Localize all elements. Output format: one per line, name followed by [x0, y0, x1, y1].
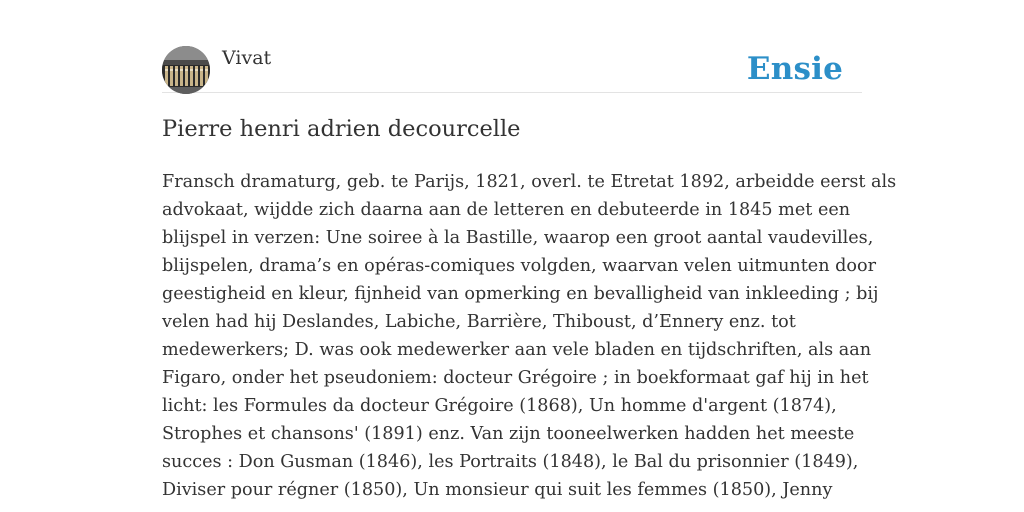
- body-line: succes : Don Gusman (1846), les Portraits (1848), le Bal du prisonnier (1849),: [162, 452, 859, 472]
- body-line: blijspelen, drama’s en opéras-comiques volgden, waarvan velen uitmunten door: [162, 256, 876, 276]
- article-body: [162, 168, 897, 504]
- body-line: Figaro, onder het pseudoniem: docteur Grégoire ; in boekformaat gaf hij in het: [162, 368, 869, 388]
- article-title: Pierre henri adrien decourcelle: [162, 116, 521, 142]
- body-line: licht: les Formules da docteur Grégoire (1868), Un homme d'argent (1874),: [162, 396, 837, 416]
- page-header: [162, 46, 862, 93]
- book-spines-avatar-icon: [162, 46, 210, 94]
- body-line: Strophes et chansons' (1891) enz. Van zijn tooneelwerken hadden het meeste: [162, 424, 855, 444]
- brand-logo[interactable]: Ensie: [746, 51, 843, 87]
- body-line: Diviser pour régner (1850), Un monsieur qui suit les femmes (1850), Jenny: [162, 480, 833, 500]
- body-line: geestigheid en kleur, fijnheid van opmerking en bevalligheid van inkleeding ; bij: [162, 284, 879, 304]
- body-line: Fransch dramaturg, geb. te Parijs, 1821, overl. te Etretat 1892, arbeidde eerst als: [162, 172, 897, 192]
- body-line: advokaat, wijdde zich daarna aan de letteren en debuteerde in 1845 met een: [162, 200, 851, 220]
- avatar[interactable]: [162, 46, 210, 94]
- body-line: medewerkers; D. was ook medewerker aan vele bladen en tijdschriften, als aan: [162, 340, 872, 360]
- body-line: velen had hij Deslandes, Labiche, Barrière, Thiboust, d’Ennery enz. tot: [162, 312, 796, 332]
- body-line: blijspel in verzen: Une soiree à la Bastille, waarop een groot aantal vaudevilles,: [162, 228, 874, 248]
- author-name[interactable]: Vivat: [222, 47, 272, 69]
